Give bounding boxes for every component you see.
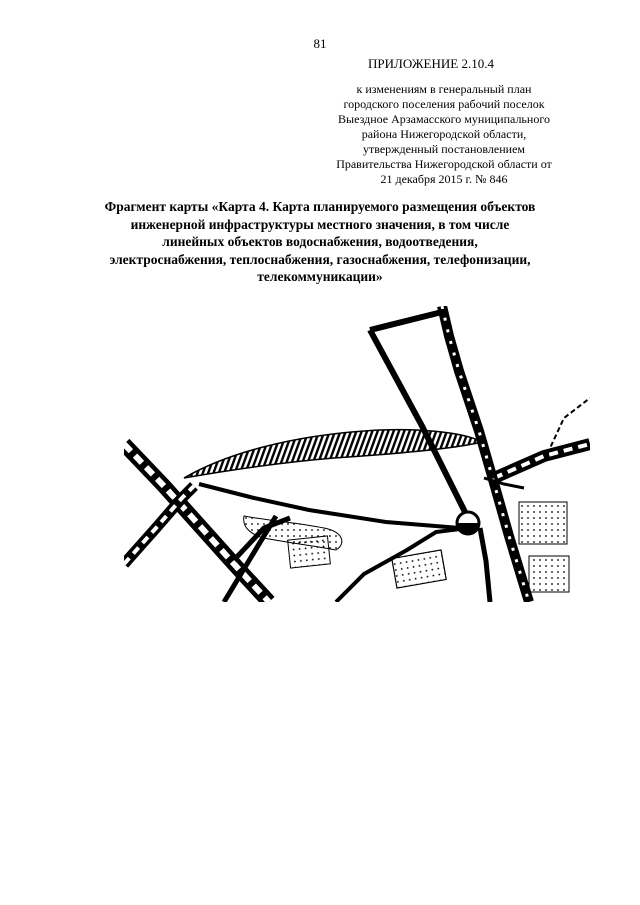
map-title-line: Фрагмент карты «Карта 4. Карта планируемого размещения объектов (104, 199, 536, 214)
map-title-line: электроснабжения, теплоснабжения, газоснабжения, телефонизации, (109, 251, 531, 267)
appendix-line: городского поселения рабочий поселок (343, 97, 545, 111)
substation-symbol (457, 512, 479, 534)
map-title (60, 198, 580, 286)
appendix-line: 21 декабря 2015 г. № 846 (380, 172, 508, 186)
map-title-line: линейных объектов водоснабжения, водоотведения, (162, 234, 478, 249)
map-title-line: телекоммуникации» (257, 269, 383, 284)
appendix-line: района Нижегородской области, (361, 127, 527, 141)
appendix-line: утвержденный постановлением (363, 142, 525, 156)
appendix-line: к изменениям в генеральный план (356, 82, 532, 96)
page-number: 81 (313, 36, 327, 51)
appendix-line: Выездное Арзамасского муниципального (338, 112, 550, 126)
appendix-description (318, 82, 570, 187)
road-right (494, 398, 590, 478)
appendix-line: Правительства Нижегородской области от (336, 157, 552, 171)
appendix-label: ПРИЛОЖЕНИЕ 2.10.4 (368, 56, 494, 71)
map-fragment (124, 306, 590, 602)
map-title-line: инженерной инфраструктуры местного значения, в том числе (130, 216, 510, 232)
